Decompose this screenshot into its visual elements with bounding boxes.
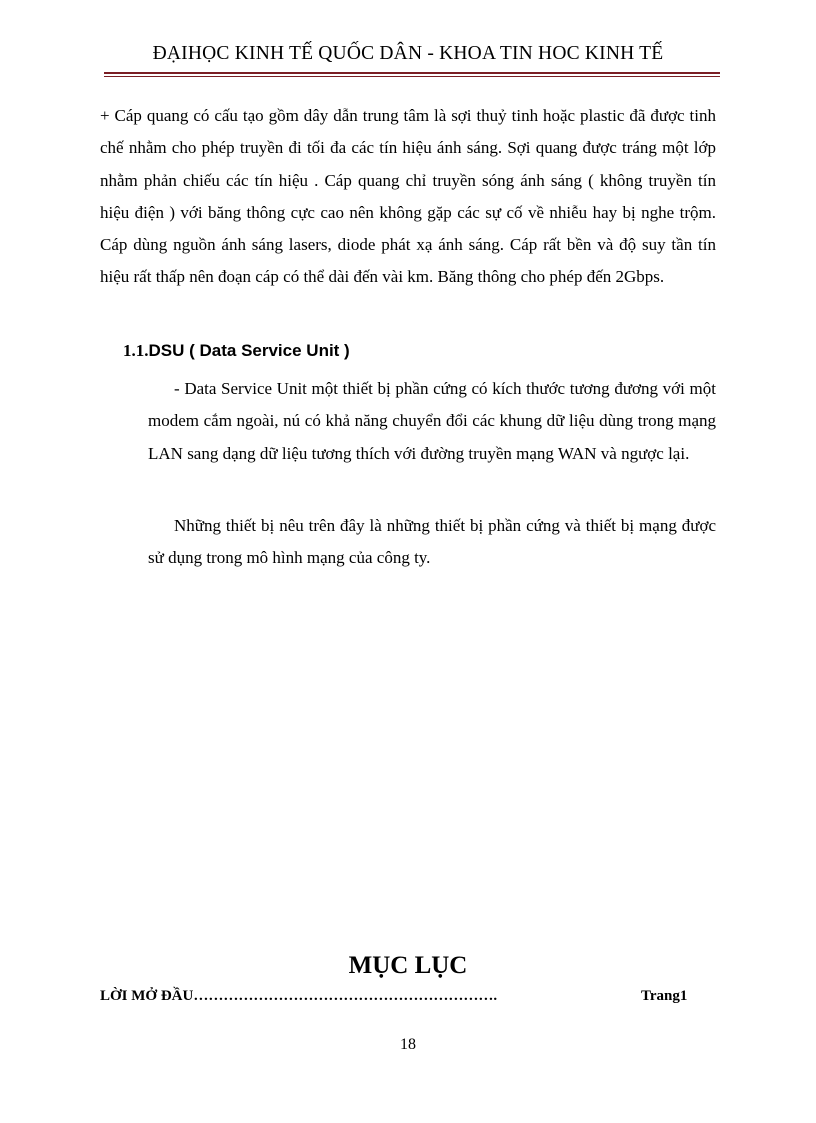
toc-entry[interactable] (100, 988, 700, 1010)
paragraph-summary: Những thiết bị nêu trên đây là những thiết bị phần cứng và thiết bị mạng được sử dụng trong mô hình mạng của công ty. (148, 516, 716, 568)
header-rule (104, 72, 720, 74)
paragraph-dsu: - Data Service Unit một thiết bị phần cứng có kích thước tương đương với một modem cắm ngoài, nú có khả năng chuyển đổi các khung dữ liệu dùng trong mạng LAN sang dạng dữ liệu tương thích với đường truyền mạng WAN và ngược lại. (148, 379, 716, 463)
page-header: ĐẠIHỌC KINH TẾ QUỐC DÂN - KHOA TIN HOC KINH TẾ (152, 43, 664, 64)
page-number: 18 (400, 1036, 416, 1053)
section-heading (123, 341, 350, 361)
toc-entry-page: Trang1 (641, 988, 688, 1004)
paragraph-fiber-optic: + Cáp quang có cấu tạo gồm dây dẫn trung tâm là sợi thuỷ tinh hoặc plastic đã được tinh chế nhằm cho phép truyền đi tối đa các tín hiệu ánh sáng. Sợi quang được tráng một lớp nhằm phản chiếu các tín hiệu . Cáp quang chỉ truyền sóng ánh sáng ( không truyền tín hiệu điện ) với băng thông cực cao nên không gặp các sự cố về nhiễu hay bị nghe trộm. Cáp dùng nguồn ánh sáng lasers, diode phát xạ ánh sáng. Cáp rất bền và độ suy tần tín hiệu rất thấp nên đoạn cáp có thể dài đến vài km. Băng thông cho phép đến 2Gbps. (100, 106, 716, 287)
toc-entry-label: LỜI MỞ ĐẦU……………………………………………………. (100, 988, 498, 1004)
section-title: DSU ( Data Service Unit ) (148, 341, 350, 360)
section-number: 1.1. (123, 341, 149, 360)
toc-title: MỤC LỤC (348, 952, 468, 979)
header-rule-thin (104, 76, 720, 77)
